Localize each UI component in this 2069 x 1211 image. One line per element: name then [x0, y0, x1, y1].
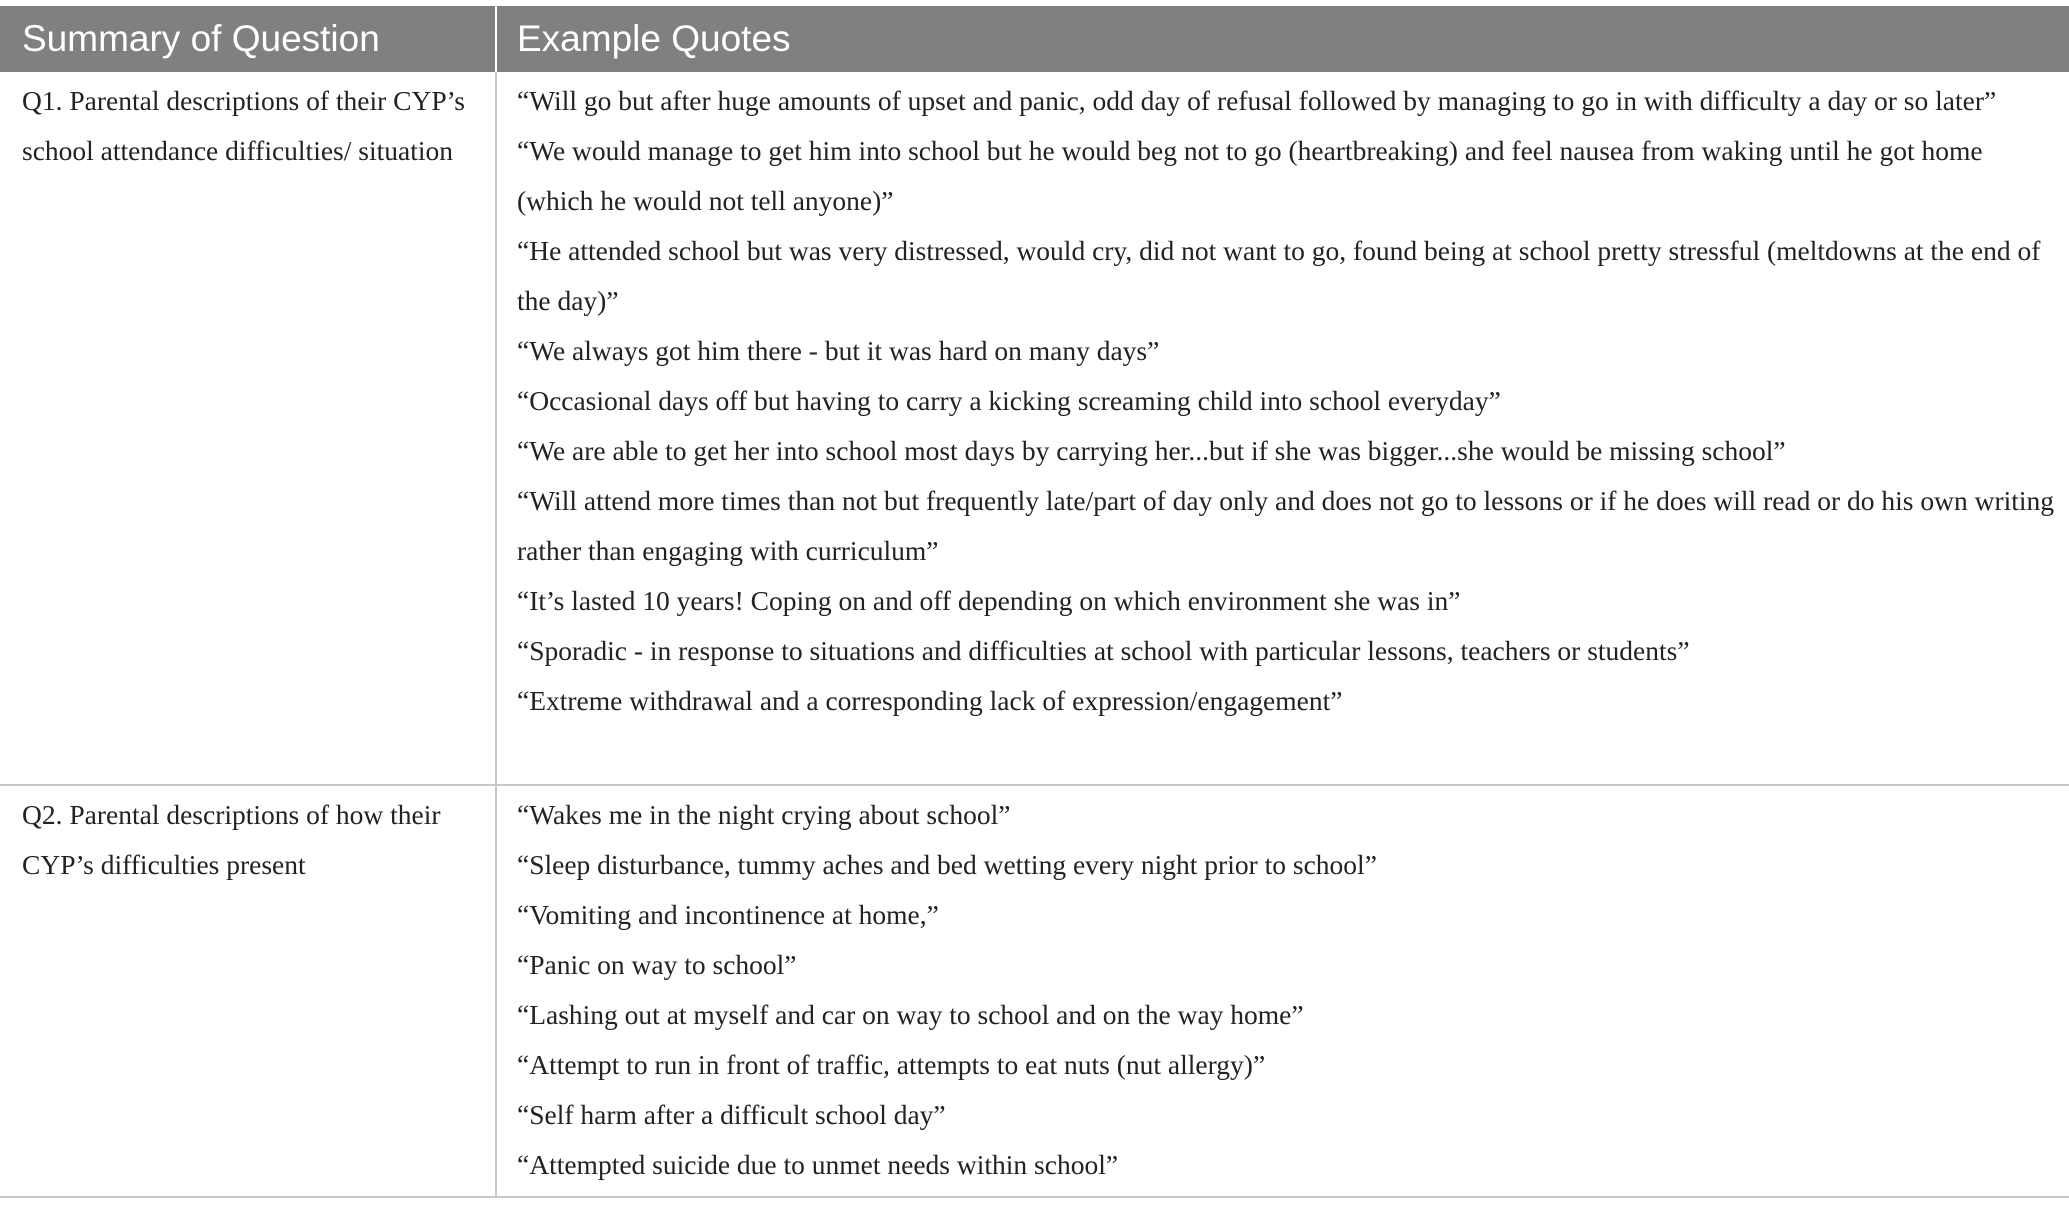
quote: “Will attend more times than not but frequently late/part of day only and does not go to lessons or if he does will read or do his own writing rather than engaging with curriculum”	[517, 485, 2055, 566]
quote: “He attended school but was very distressed, would cry, did not want to go, found being at school pretty stressful (meltdowns at the end of the day)”	[517, 235, 2041, 316]
quote: “Attempt to run in front of traffic, attempts to eat nuts (nut allergy)”	[517, 1049, 1266, 1080]
quote: “Wakes me in the night crying about school”	[517, 799, 1011, 830]
quote: “It’s lasted 10 years! Coping on and off depending on which environment she was in”	[517, 585, 1461, 616]
question-summary-cell: Q1. Parental descriptions of their CYP’s school attendance difficulties/ situation	[0, 72, 497, 784]
quotes-table	[0, 6, 2069, 1198]
quote: “We would manage to get him into school but he would beg not to go (heartbreaking) and feel nausea from waking until he got home (which he would not tell anyone)”	[517, 135, 1983, 216]
quote: “Self harm after a difficult school day”	[517, 1099, 946, 1130]
quote: “Lashing out at myself and car on way to school and on the way home”	[517, 999, 1304, 1030]
quote: “We are able to get her into school most days by carrying her...but if she was bigger...she would be missing school”	[517, 435, 1786, 466]
quote: “Sporadic - in response to situations and difficulties at school with particular lessons, teachers or students”	[517, 635, 1690, 666]
table-row	[0, 784, 2069, 1196]
question-summary-cell: Q2. Parental descriptions of how their CYP’s difficulties present	[0, 786, 497, 1196]
quote: “Panic on way to school”	[517, 949, 797, 980]
header-example-quotes: Example Quotes	[517, 18, 791, 59]
quote: “Will go but after huge amounts of upset and panic, odd day of refusal followed by managing to go in with difficulty a day or so later”	[517, 85, 1997, 116]
quotes-cell	[497, 786, 2069, 1196]
table-row	[0, 72, 2069, 784]
quote: “Occasional days off but having to carry a kicking screaming child into school everyday”	[517, 385, 1501, 416]
table-header-row	[0, 6, 2069, 72]
quote: “Vomiting and incontinence at home,”	[517, 899, 939, 930]
quote: “Attempted suicide due to unmet needs within school”	[517, 1149, 1119, 1180]
quote: “Sleep disturbance, tummy aches and bed wetting every night prior to school”	[517, 849, 1377, 880]
quotes-cell	[497, 72, 2069, 784]
quote: “We always got him there - but it was hard on many days”	[517, 335, 1160, 366]
quote: “Extreme withdrawal and a corresponding lack of expression/engagement”	[517, 685, 1343, 716]
header-summary-of-question: Summary of Question	[0, 6, 497, 72]
